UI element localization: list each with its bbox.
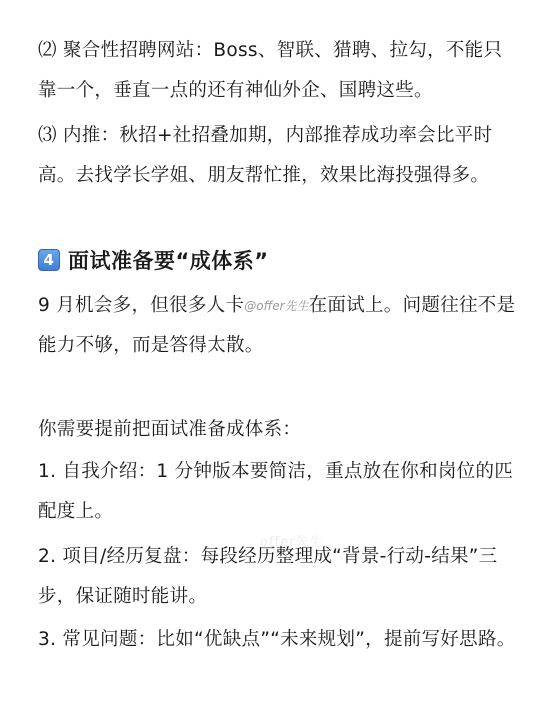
text-line: 你需要提前把面试准备成体系： — [38, 419, 302, 440]
list-item-self-intro — [38, 452, 514, 532]
intro-text-a: 9 月机会多，但很多人卡 — [38, 295, 245, 316]
paragraph-lead — [38, 410, 508, 450]
inline-watermark: @offer先生 — [244, 299, 309, 313]
text-line: 步，保证随时能讲。 — [38, 586, 208, 607]
text-line: 2. 项目/经历复盘：每段经历整理成“背景-行动-结果”三 — [38, 546, 498, 567]
paragraph-intro — [38, 286, 516, 366]
text-line: 配度上。 — [38, 501, 114, 522]
intro-text-b: 在面试上。问题往往不是 — [308, 295, 516, 316]
heading-title: 面试准备要“成体系” — [68, 249, 269, 273]
text-line: ⑵ 聚合性招聘网站：Boss、智联、猎聘、拉勾，不能只 — [38, 40, 503, 61]
text-line: 3. 常见问题：比如“优缺点”“未来规划”，提前写好思路。 — [38, 629, 516, 650]
paragraph-referral — [38, 116, 508, 196]
section-heading — [38, 240, 269, 280]
text-line: 能力不够，而是答得太散。 — [38, 335, 264, 356]
text-line: 靠一个，垂直一点的还有神仙外企、国聘这些。 — [38, 80, 433, 101]
text-line: ⑶ 内推：秋招+社招叠加期，内部推荐成功率会比平时 — [38, 125, 493, 146]
faint-watermark: offer先生 — [260, 535, 324, 550]
text-line — [38, 286, 516, 326]
text-line: 高。去找学长学姐、朋友帮忙推，效果比海投强得多。 — [38, 165, 490, 186]
text-line: 1. 自我介绍：1 分钟版本要简洁，重点放在你和岗位的匹 — [38, 461, 514, 482]
paragraph-job-sites — [38, 31, 508, 111]
list-item-common-questions — [38, 620, 516, 660]
keycap-four-icon: 4 — [38, 249, 60, 271]
